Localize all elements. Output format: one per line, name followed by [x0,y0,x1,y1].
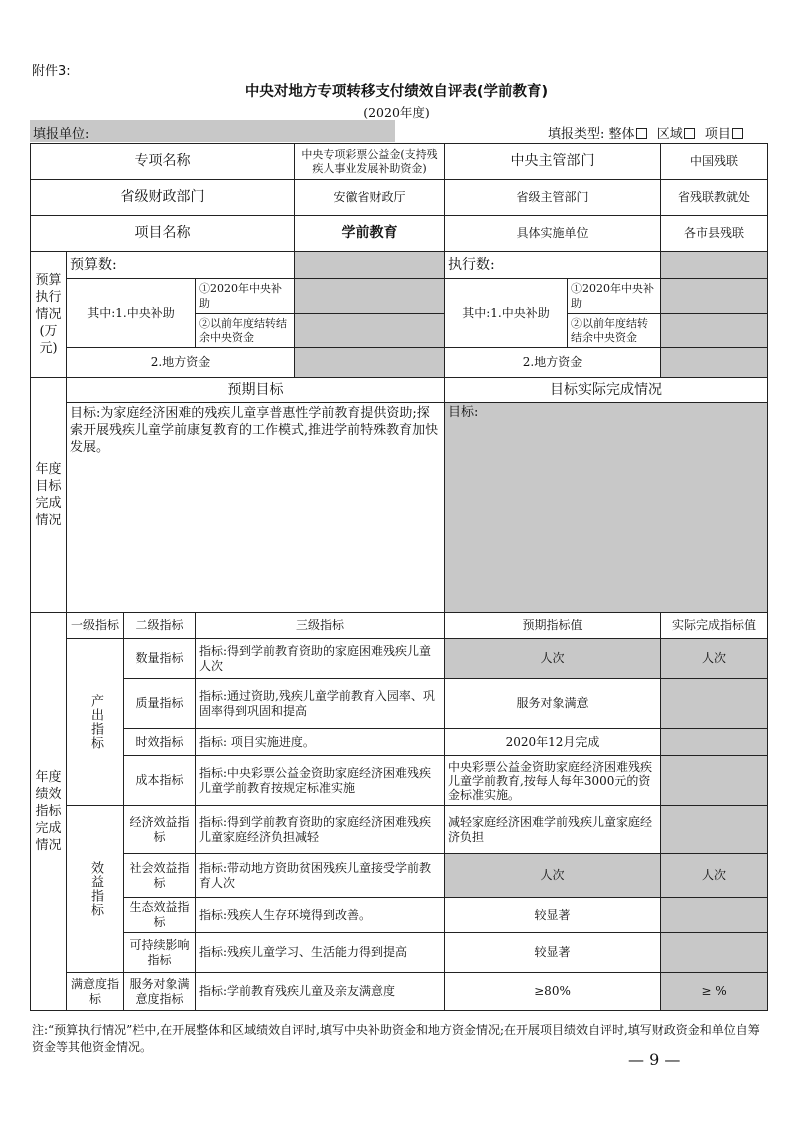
row-level3: 指标:得到学前教育资助的家庭经济困难残疾儿童家庭经济负担减轻 [196,806,445,854]
region-checkbox[interactable] [684,128,695,139]
row-expected: ≥80% [445,973,661,1011]
row-expected: 中央彩票公益金资助家庭经济困难残疾儿童学前教育,按每人每年3000元的资金标准实施。 [445,756,661,806]
evaluation-table [30,143,768,1011]
filling-type-option-project: 项目 [704,127,731,142]
filling-type-option-region: 区域 [656,127,683,142]
output-group: 产出指标 [67,639,124,806]
row-level3: 指标:带动地方资助贫困残疾儿童接受学前教育人次 [196,854,445,898]
exec-label: 执行数: [445,252,661,279]
budget-local-amount[interactable] [295,348,445,378]
row-level2: 经济效益指标 [124,806,196,854]
budget-central-2020: ①2020年中央补助 [196,279,295,314]
expected-goal-header: 预期目标 [67,378,445,403]
filling-type-option-whole: 整体 [608,127,635,142]
exec-central-2020: ①2020年中央补助 [568,279,661,314]
exec-of-which: 其中:1.中央补助 [445,279,568,348]
row-expected: 服务对象满意 [445,679,661,729]
row-expected: 减轻家庭经济困难学前残疾儿童家庭经济负担 [445,806,661,854]
filling-type [548,123,749,142]
filling-type-label: 填报类型: [548,127,605,142]
project-checkbox[interactable] [732,128,743,139]
budget-carryover: ②以前年度结转结余中央资金 [196,314,295,348]
page-title: 中央对地方专项转移支付绩效自评表(学前教育) [244,84,549,100]
exec-local-amount[interactable] [661,348,768,378]
row-level3: 指标:通过资助,残疾儿童学前教育入园率、巩固率得到巩固和提高 [196,679,445,729]
central-dept-value: 中国残联 [661,144,768,180]
row-expected: 2020年12月完成 [445,729,661,756]
row-level3: 指标:残疾儿童学习、生活能力得到提高 [196,933,445,973]
row-expected: 较显著 [445,898,661,933]
attachment-label: 附件3: [32,64,71,79]
benefit-group: 效益指标 [67,806,124,973]
year-subtitle: (2020年度) [363,105,430,120]
row-level3: 指标:得到学前教育资助的家庭困难残疾儿童人次 [196,639,445,679]
row-level2: 生态效益指标 [124,898,196,933]
page-number: — 9 — [628,1050,681,1069]
row-actual[interactable]: 人次 [661,854,768,898]
filling-unit-label: 填报单位: [33,127,90,142]
prov-finance-value: 安徽省财政厅 [295,180,445,216]
expected-goal-text: 目标:为家庭经济困难的残疾儿童享普惠性学前教育提供资助;探索开展残疾儿童学前康复教育的工作模式,推进学前特殊教育加快发展。 [67,403,445,613]
row-actual[interactable]: ≥ % [661,973,768,1011]
footnote: 注:“预算执行情况”栏中,在开展整体和区域绩效自评时,填写中央补助资金和地方资金情况;在开展项目绩效自评时,填写财政资金和单位自筹资金等其他资金情况。 [32,1023,760,1054]
row-actual[interactable]: 人次 [661,639,768,679]
row-expected[interactable]: 人次 [445,639,661,679]
budget-central-2020-amount[interactable] [295,279,445,314]
central-dept-label: 中央主管部门 [445,144,661,180]
row-level2: 成本指标 [124,756,196,806]
actual-goal-text[interactable]: 目标: [445,403,768,613]
exec-local: 2.地方资金 [445,348,661,378]
impl-unit-value: 各市县残联 [661,216,768,252]
project-name-label: 项目名称 [31,216,295,252]
budget-carryover-amount[interactable] [295,314,445,348]
row-actual[interactable] [661,729,768,756]
prov-finance-label: 省级财政部门 [31,180,295,216]
special-name-label: 专项名称 [31,144,295,180]
col-expected: 预期指标值 [445,613,661,639]
satisfaction-group: 满意度指标 [67,973,124,1011]
prov-dept-label: 省级主管部门 [445,180,661,216]
row-level2: 社会效益指标 [124,854,196,898]
row-level2: 服务对象满意度指标 [124,973,196,1011]
row-level2: 质量指标 [124,679,196,729]
exec-central-2020-amount[interactable] [661,279,768,314]
actual-goal-header: 目标实际完成情况 [445,378,768,403]
col-level1: 一级指标 [67,613,124,639]
row-level2: 数量指标 [124,639,196,679]
row-level3: 指标:中央彩票公益金资助家庭经济困难残疾儿童学前教育按规定标准实施 [196,756,445,806]
row-level3: 指标:学前教育残疾儿童及亲友满意度 [196,973,445,1011]
col-level2: 二级指标 [124,613,196,639]
project-name-value: 学前教育 [295,216,445,252]
prov-dept-value: 省残联教就处 [661,180,768,216]
impl-unit-label: 具体实施单位 [445,216,661,252]
row-actual[interactable] [661,756,768,806]
row-expected[interactable]: 人次 [445,854,661,898]
whole-checkbox[interactable] [636,128,647,139]
budget-local: 2.地方资金 [67,348,295,378]
row-actual[interactable] [661,806,768,854]
col-level3: 三级指标 [196,613,445,639]
row-level3: 指标: 项目实施进度。 [196,729,445,756]
row-actual[interactable] [661,679,768,729]
row-level3: 指标:残疾人生存环境得到改善。 [196,898,445,933]
exec-amount[interactable] [661,252,768,279]
row-level2: 时效指标 [124,729,196,756]
row-level2: 可持续影响指标 [124,933,196,973]
budget-amount[interactable] [295,252,445,279]
col-actual: 实际完成指标值 [661,613,768,639]
indicators-section-label: 年度绩效指标完成情况 [31,613,67,1011]
exec-carryover: ②以前年度结转结余中央资金 [568,314,661,348]
row-actual[interactable] [661,933,768,973]
special-name-value: 中央专项彩票公益金(支持残疾人事业发展补助资金) [295,144,445,180]
row-actual[interactable] [661,898,768,933]
goals-section-label: 年度目标完成情况 [31,378,67,613]
budget-section-label: 预算执行情况(万元) [31,252,67,378]
row-expected: 较显著 [445,933,661,973]
budget-of-which: 其中:1.中央补助 [67,279,196,348]
exec-carryover-amount[interactable] [661,314,768,348]
budget-label: 预算数: [67,252,295,279]
